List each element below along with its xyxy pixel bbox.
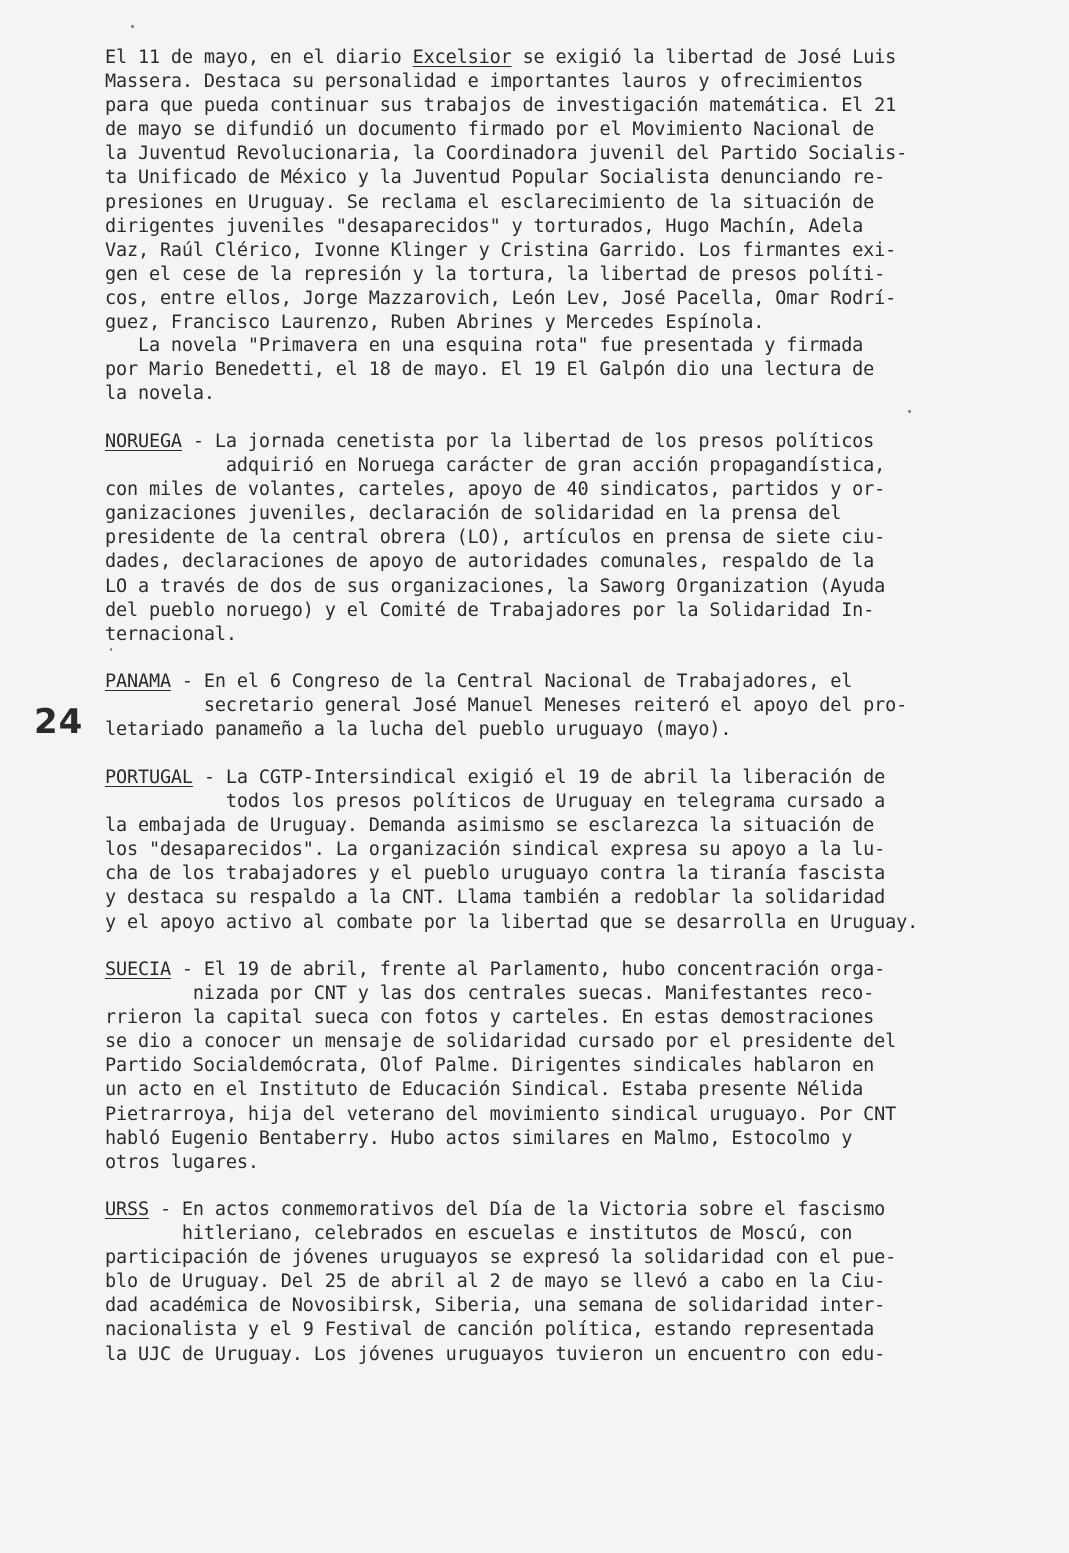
text-line: ganizaciones juveniles, declaración de solidaridad en la prensa del: [105, 503, 842, 525]
text-line: dades, declaraciones de apoyo de autoridades comunales, respaldo de la: [105, 551, 875, 573]
scan-speck: [908, 410, 911, 413]
text-line: rrieron la capital sueca con fotos y carteles. En estas demostraciones: [105, 1007, 875, 1029]
text-line: guez, Francisco Laurenzo, Ruben Abrines y Mercedes Espínola.: [105, 312, 765, 334]
text-line: presiones en Uruguay. Se reclama el esclarecimiento de la situación de: [105, 191, 875, 213]
text-line: gen el cese de la represión y la tortura, la libertad de presos políti-: [105, 263, 886, 285]
text-line: un acto en el Instituto de Educación Sindical. Estaba presente Nélida: [105, 1079, 864, 1101]
text-line: secretario general José Manuel Meneses reiteró el apoyo del pro-: [105, 695, 908, 717]
text-line: letariado panameño a la lucha del pueblo uruguayo (mayo).: [105, 719, 732, 741]
text-line: cos, entre ellos, Jorge Mazzarovich, León Lev, José Pacella, Omar Rodrí-: [105, 287, 897, 309]
country-heading: URSS: [105, 1199, 149, 1220]
text-line: nizada por CNT y las dos centrales suecas. Manifestantes reco-: [105, 983, 875, 1005]
text-line: otros lugares.: [105, 1151, 259, 1173]
page-number: 24: [34, 702, 84, 742]
text-line: El 11 de mayo, en el diario: [105, 47, 413, 68]
text-line: blo de Uruguay. Del 25 de abril al 2 de mayo se llevó a cabo en la Ciu-: [105, 1271, 886, 1293]
text-line: presidente de la central obrera (LO), artículos en prensa de siete ciu-: [105, 527, 886, 549]
text-line: se dio a conocer un mensaje de solidaridad cursado por el presidente del: [105, 1031, 897, 1053]
text-line: y el apoyo activo al combate por la libertad que se desarrolla en Uruguay.: [105, 911, 919, 933]
text-line: cha de los trabajadores y el pueblo uruguayo contra la tiranía fascista: [105, 863, 886, 885]
text-line: de mayo se difundió un documento firmado por el Movimiento Nacional de: [105, 119, 875, 141]
text-line: - En el 6 Congreso de la Central Nacional de Trabajadores, el: [170, 671, 853, 692]
section-urss: [105, 1198, 995, 1367]
scan-speck: [110, 648, 112, 651]
text-line: los "desaparecidos". La organización sindical expresa su apoyo a la lu-: [105, 839, 886, 861]
text-line: la embajada de Uruguay. Demanda asimismo se esclarezca la situación de: [105, 815, 875, 837]
section-panama: [105, 670, 995, 742]
text-line: se exigió la libertad de José Luis: [511, 47, 897, 68]
country-heading: PANAMA: [105, 671, 171, 692]
text-line: - La CGTP-Intersindical exigió el 19 de abril la liberación de: [192, 767, 886, 788]
text-line: Pietrarroya, hija del veterano del movimiento sindical uruguayo. Por CNT: [105, 1103, 897, 1125]
text-line: del pueblo noruego) y el Comité de Trabajadores por la Solidaridad In-: [105, 599, 875, 621]
text-line: LO a través de dos de sus organizaciones, la Saworg Organization (Ayuda: [105, 575, 886, 597]
country-heading: NORUEGA: [105, 431, 182, 452]
scan-speck: [131, 25, 134, 28]
text-line: todos los presos políticos de Uruguay en telegrama cursado a: [105, 791, 886, 813]
text-line: dirigentes juveniles "desaparecidos" y torturados, Hugo Machín, Adela: [105, 215, 864, 237]
text-line: con miles de volantes, carteles, apoyo de 40 sindicatos, partidos y or-: [105, 479, 886, 501]
text-line: Vaz, Raúl Clérico, Ivonne Klinger y Cristina Garrido. Los firmantes exi-: [105, 239, 897, 261]
text-line: la novela.: [105, 383, 215, 405]
text-line: participación de jóvenes uruguayos se expresó la solidaridad con el pue-: [105, 1247, 897, 1269]
text-line: hitleriano, celebrados en escuelas e institutos de Moscú, con: [105, 1223, 853, 1245]
text-line: - El 19 de abril, frente al Parlamento, hubo concentración orga-: [170, 959, 886, 980]
text-line: ta Unificado de México y la Juventud Popular Socialista denunciando re-: [105, 167, 886, 189]
text-line: la Juventud Revolucionaria, la Coordinadora juvenil del Partido Socialis-: [105, 143, 908, 165]
section-suecia: [105, 958, 995, 1175]
text-line: La novela "Primavera en una esquina rota" fue presentada y firmada: [105, 335, 864, 356]
text-line: la UJC de Uruguay. Los jóvenes uruguayos tuvieron un encuentro con edu-: [105, 1343, 886, 1365]
section-noruega: [105, 430, 995, 647]
text-line: por Mario Benedetti, el 18 de mayo. El 19 El Galpón dio una lectura de: [105, 359, 875, 381]
text-line: - En actos conmemorativos del Día de la Victoria sobre el fascismo: [148, 1199, 886, 1220]
intro-paragraph: [105, 46, 995, 335]
text-line: dad académica de Novosibirsk, Siberia, una semana de solidaridad inter-: [105, 1295, 886, 1317]
text-line: Partido Socialdemócrata, Olof Palme. Dirigentes sindicales hablaron en: [105, 1055, 875, 1077]
country-heading: PORTUGAL: [105, 767, 193, 788]
section-portugal: [105, 766, 995, 935]
text-line: para que pueda continuar sus trabajos de investigación matemática. El 21: [105, 95, 897, 117]
text-line: y destaca su respaldo a la CNT. Llama también a redoblar la solidaridad: [105, 887, 886, 909]
text-line: habló Eugenio Bentaberry. Hubo actos similares en Malmo, Estocolmo y: [105, 1127, 853, 1149]
text-line: Massera. Destaca su personalidad e importantes lauros y ofrecimientos: [105, 71, 864, 93]
text-line: adquirió en Noruega carácter de gran acción propagandística,: [105, 455, 886, 477]
text-line: ternacional.: [105, 623, 237, 645]
text-line: - La jornada cenetista por la libertad de los presos políticos: [181, 431, 875, 452]
country-heading: SUECIA: [105, 959, 171, 980]
novela-paragraph: [105, 334, 995, 406]
newspaper-name: Excelsior: [412, 47, 512, 68]
text-line: nacionalista y el 9 Festival de canción política, estando representada: [105, 1319, 875, 1341]
